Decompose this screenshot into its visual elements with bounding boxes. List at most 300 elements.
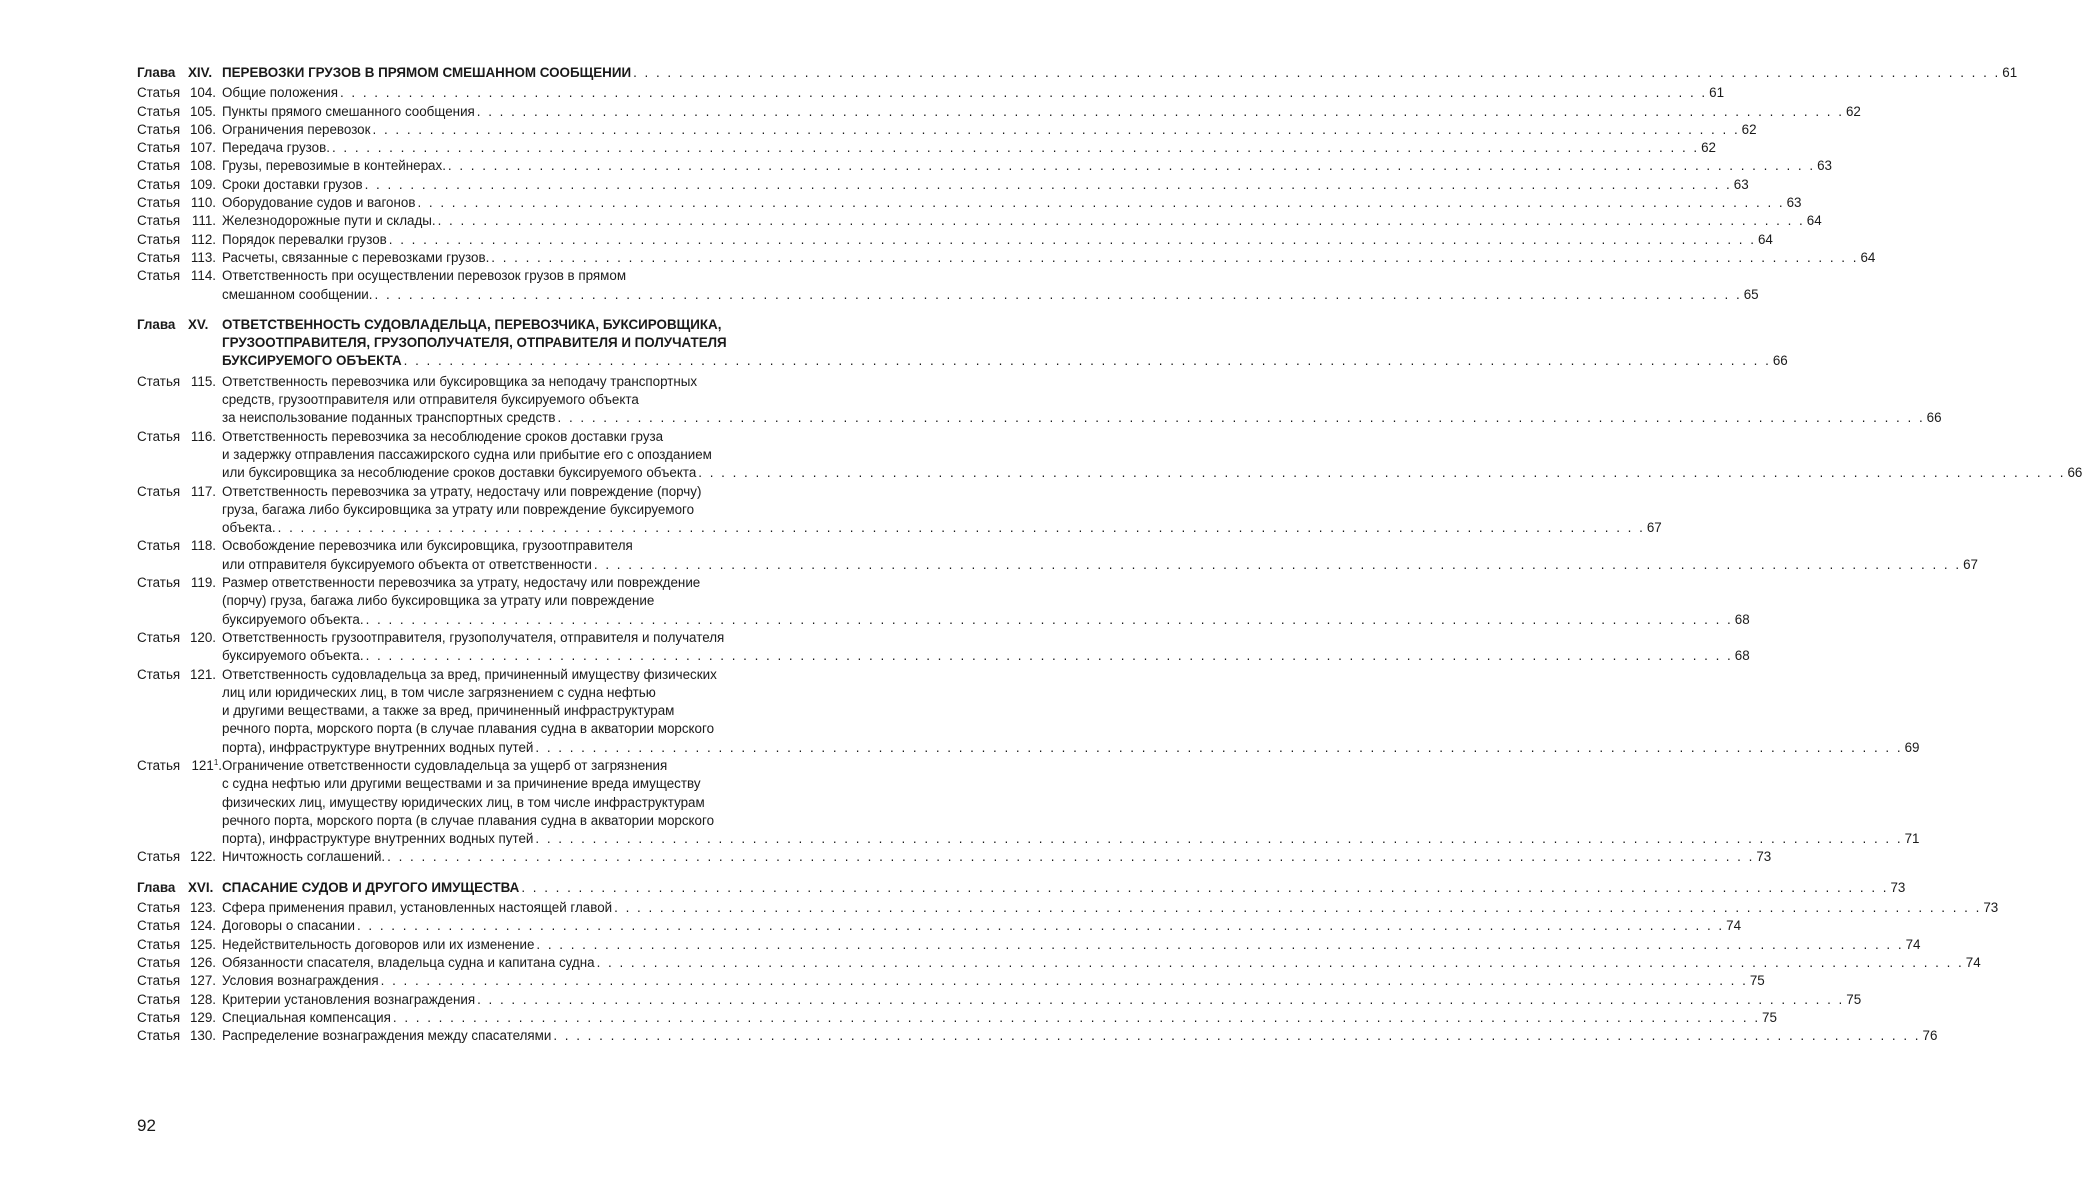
article-label bbox=[137, 121, 216, 139]
article-label bbox=[137, 917, 216, 935]
label-number: 119. bbox=[190, 575, 216, 591]
title-line: и задержку отправления пассажирского судна или прибытие его с опозданием bbox=[222, 446, 712, 462]
label-prefix: Статья bbox=[137, 268, 181, 284]
title-last-line bbox=[222, 739, 1920, 757]
title-line: Сроки доставки грузов bbox=[222, 176, 363, 192]
label-number: 124. bbox=[189, 918, 216, 934]
title-line: или буксировщика за несоблюдение сроков доставки буксируемого объекта bbox=[222, 465, 697, 481]
label-number: XV. bbox=[188, 316, 209, 332]
label-number: XIV. bbox=[188, 65, 213, 80]
label-prefix: Статья bbox=[137, 849, 181, 865]
page-ref: 76 bbox=[1922, 1028, 1938, 1044]
entry-title bbox=[222, 121, 1757, 139]
label-prefix: Статья bbox=[137, 666, 181, 682]
title-last-line bbox=[222, 954, 1981, 972]
label-number: 123. bbox=[189, 900, 216, 916]
title-line: средств, грузоотправителя или отправителя буксируемого объекта bbox=[222, 392, 639, 408]
title-line: Ответственность перевозчика или буксировщика за неподачу транспортных bbox=[222, 373, 698, 389]
label-prefix: Статья bbox=[137, 629, 181, 645]
toc-article bbox=[137, 848, 1772, 866]
dot-leader: . . . . . . . . . . . . . . . . . . . . . . . . . . . . . . . . . . . . . . . . . . . . . . . . . . . . . . . . . . . . . . . . . . . . . . . . . . . . . . . . . . . . . . . . . . . . . . . . . . . . . . . . . . . . . . . . . . . . . . . . bbox=[535, 739, 1903, 755]
label-number: 104. bbox=[189, 85, 216, 101]
label-number: 129. bbox=[189, 1009, 216, 1025]
chapter-label bbox=[137, 316, 208, 334]
title-line: буксируемого объекта. bbox=[222, 648, 364, 664]
toc-article bbox=[137, 991, 1862, 1009]
entry-title bbox=[222, 1027, 1938, 1045]
page-ref: 65 bbox=[1743, 286, 1759, 302]
label-prefix: Глава bbox=[137, 316, 176, 332]
toc-article bbox=[137, 231, 1773, 249]
title-last-line bbox=[222, 286, 1759, 304]
entry-title bbox=[222, 428, 2082, 483]
title-line: или отправителя буксируемого объекта от ответственности bbox=[222, 556, 592, 572]
label-number: 114. bbox=[190, 268, 216, 284]
title-last-line bbox=[222, 647, 1750, 665]
title-line: Общие положения bbox=[222, 85, 338, 101]
toc-chapter bbox=[137, 879, 1906, 897]
label-prefix: Статья bbox=[137, 538, 181, 554]
label-prefix: Статья bbox=[137, 900, 181, 916]
label-prefix: Статья bbox=[137, 918, 181, 934]
title-last-line bbox=[222, 139, 1717, 157]
label-number: 120. bbox=[189, 629, 216, 645]
label-prefix: Глава bbox=[137, 879, 176, 895]
page-ref: 67 bbox=[1963, 556, 1978, 572]
dot-leader: . . . . . . . . . . . . . . . . . . . . . . . . . . . . . . . . . . . . . . . . . . . . . . . . . . . . . . . . . . . . . . . . . . . . . . . . . . . . . . . . . . . . . . . . . . . . . . . . . . . . . . . . . . . . . . . . . . . . . . . . bbox=[331, 140, 1700, 156]
title-line: Освобождение перевозчика или буксировщика, грузоотправителя bbox=[222, 538, 633, 554]
toc-article bbox=[137, 1009, 1777, 1027]
title-line: (порчу) груза, багажа либо буксировщика за утрату или повреждение bbox=[222, 593, 655, 609]
title-line: и другими веществами, а также за вред, причиненный инфраструктурам bbox=[222, 703, 675, 719]
entry-title bbox=[222, 373, 1942, 428]
title-line: Ответственность перевозчика за несоблюдение сроков доставки груза bbox=[222, 428, 664, 444]
page-ref: 68 bbox=[1734, 611, 1750, 627]
title-line: СПАСАНИЕ СУДОВ И ДРУГОГО ИМУЩЕСТВА bbox=[222, 879, 520, 895]
title-last-line bbox=[222, 212, 1822, 230]
label-prefix: Статья bbox=[137, 103, 181, 119]
title-last-line bbox=[222, 194, 1802, 212]
page-ref: 66 bbox=[1772, 353, 1788, 369]
toc-article bbox=[137, 972, 1765, 990]
title-line: Ответственность при осуществлении перевозок грузов в прямом bbox=[222, 268, 627, 284]
label-number: 108. bbox=[189, 158, 216, 174]
toc-article bbox=[137, 84, 1725, 102]
title-line: речного порта, морского порта (в случае плавания судна в акватории морского bbox=[222, 812, 715, 828]
dot-leader: . . . . . . . . . . . . . . . . . . . . . . . . . . . . . . . . . . . . . . . . . . . . . . . . . . . . . . . . . . . . . . . . . . . . . . . . . . . . . . . . . . . . . . . . . . . . . . . . . . . . . . . . . . . . . . . . . . . . . . . . bbox=[553, 1028, 1921, 1044]
page-ref: 67 bbox=[1646, 520, 1662, 536]
title-line: Расчеты, связанные с перевозками грузов. bbox=[222, 249, 490, 265]
title-last-line bbox=[222, 409, 1942, 427]
title-last-line bbox=[222, 917, 1742, 935]
entry-title bbox=[222, 194, 1802, 212]
dot-leader: . . . . . . . . . . . . . . . . . . . . . . . . . . . . . . . . . . . . . . . . . . . . . . . . . . . . . . . . . . . . . . . . . . . . . . . . . . . . . . . . . . . . . . . . . . . . . . . . . . . . . . . . . . . . . . . . . . . . . . . . bbox=[365, 611, 1733, 627]
dot-leader: . . . . . . . . . . . . . . . . . . . . . . . . . . . . . . . . . . . . . . . . . . . . . . . . . . . . . . . . . . . . . . . . . . . . . . . . . . . . . . . . . . . . . . . . . . . . . . . . . . . . . . . . . . . . . . . . . . . . . . . . bbox=[447, 158, 1816, 174]
title-last-line bbox=[222, 611, 1750, 629]
title-last-line bbox=[222, 936, 1921, 954]
title-last-line bbox=[222, 830, 1920, 848]
title-line: ПЕРЕВОЗКИ ГРУЗОВ В ПРЯМОМ СМЕШАННОМ СООБЩЕНИИ bbox=[222, 65, 632, 80]
title-last-line bbox=[222, 157, 1832, 175]
title-line: смешанном сообщении. bbox=[222, 286, 373, 302]
dot-leader: . . . . . . . . . . . . . . . . . . . . . . . . . . . . . . . . . . . . . . . . . . . . . . . . . . . . . . . . . . . . . . . . . . . . . . . . . . . . . . . . . . . . . . . . . . . . . . . . . . . . . . . . . . . . . . . . . . . . . . . . bbox=[392, 1009, 1761, 1025]
toc-chapter bbox=[137, 316, 1788, 371]
entry-title bbox=[222, 1009, 1777, 1027]
toc-article bbox=[137, 757, 1920, 848]
dot-leader: . . . . . . . . . . . . . . . . . . . . . . . . . . . . . . . . . . . . . . . . . . . . . . . . . . . . . . . . . . . . . . . . . . . . . . . . . . . . . . . . . . . . . . . . . . . . . . . . . . . . . . . . . . . . . . . . . . . . . . . . bbox=[491, 249, 1859, 265]
toc-article bbox=[137, 249, 1876, 267]
dot-leader: . . . . . . . . . . . . . . . . . . . . . . . . . . . . . . . . . . . . . . . . . . . . . . . . . . . . . . . . . . . . . . . . . . . . . . . . . . . . . . . . . . . . . . . . . . . . . . . . . . . . . . . . . . . . . . . . . . . . . . . . bbox=[372, 121, 1740, 137]
article-label bbox=[137, 103, 216, 121]
label-prefix: Статья bbox=[137, 1009, 181, 1025]
dot-leader: . . . . . . . . . . . . . . . . . . . . . . . . . . . . . . . . . . . . . . . . . . . . . . . . . . . . . . . . . . . . . . . . . . . . . . . . . . . . . . . . . . . . . . . . . . . . . . . . . . . . . . . . . . . . . . . . . . . . . . . . bbox=[557, 410, 1925, 426]
title-last-line bbox=[222, 64, 2018, 82]
label-prefix: Статья bbox=[137, 158, 181, 174]
title-line: физических лиц, имуществу юридических лиц, в том числе инфраструктурам bbox=[222, 794, 705, 810]
article-label bbox=[137, 936, 216, 954]
article-label bbox=[137, 972, 216, 990]
title-line: порта), инфраструктуре внутренних водных путей bbox=[222, 739, 534, 755]
dot-leader: . . . . . . . . . . . . . . . . . . . . . . . . . . . . . . . . . . . . . . . . . . . . . . . . . . . . . . . . . . . . . . . . . . . . . . . . . . . . . . . . . . . . . . . . . . . . . . . . . . . . . . . . . . . . . . . . . . . . . . . . bbox=[521, 879, 1889, 895]
dot-leader: . . . . . . . . . . . . . . . . . . . . . . . . . . . . . . . . . . . . . . . . . . . . . . . . . . . . . . . . . . . . . . . . . . . . . . . . . . . . . . . . . . . . . . . . . . . . . . . . . . . . . . . . . . . . . . . . . . . . . . . . bbox=[477, 991, 1845, 1007]
dot-leader: . . . . . . . . . . . . . . . . . . . . . . . . . . . . . . . . . . . . . . . . . . . . . . . . . . . . . . . . . . . . . . . . . . . . . . . . . . . . . . . . . . . . . . . . . . . . . . . . . . . . . . . . . . . . . . . . . . . . . . . . bbox=[633, 65, 2001, 80]
entry-title bbox=[222, 316, 1788, 371]
label-prefix: Статья bbox=[137, 483, 181, 499]
label-number: 107. bbox=[189, 140, 216, 156]
title-line: Недействительность договоров или их изменение bbox=[222, 936, 535, 952]
toc-article bbox=[137, 629, 1750, 666]
article-label bbox=[137, 899, 216, 917]
title-last-line bbox=[222, 519, 1662, 537]
dot-leader: . . . . . . . . . . . . . . . . . . . . . . . . . . . . . . . . . . . . . . . . . . . . . . . . . . . . . . . . . . . . . . . . . . . . . . . . . . . . . . . . . . . . . . . . . . . . . . . . . . . . . . . . . . . . . . . . . . . . . . . . bbox=[417, 195, 1785, 211]
entry-title bbox=[222, 483, 1662, 538]
page-ref: 66 bbox=[2067, 465, 2082, 481]
article-label bbox=[137, 574, 216, 592]
chapter-label bbox=[137, 64, 212, 82]
toc-article bbox=[137, 267, 1759, 304]
article-label bbox=[137, 629, 216, 647]
page-ref: 75 bbox=[1749, 973, 1765, 989]
label-number: 128. bbox=[189, 991, 216, 1007]
page-ref: 73 bbox=[1890, 879, 1906, 895]
article-label bbox=[137, 1009, 216, 1027]
toc-article bbox=[137, 103, 1861, 121]
title-line: Пункты прямого смешанного сообщения bbox=[222, 103, 475, 119]
label-number: 125. bbox=[189, 936, 216, 952]
label-prefix: Статья bbox=[137, 249, 181, 265]
article-label bbox=[137, 267, 216, 285]
label-number-suffix: . bbox=[218, 757, 222, 773]
label-prefix: Статья bbox=[137, 757, 181, 773]
title-line: Оборудование судов и вагонов bbox=[222, 195, 416, 211]
title-line: объекта. bbox=[222, 520, 276, 536]
title-line: Ответственность судовладельца за вред, причиненный имуществу физических bbox=[222, 666, 717, 682]
article-label bbox=[137, 848, 216, 866]
title-line: буксируемого объекта. bbox=[222, 611, 364, 627]
title-line: Ограничение ответственности судовладельца за ущерб от загрязнения bbox=[222, 757, 668, 773]
label-prefix: Статья bbox=[137, 195, 181, 211]
toc-article bbox=[137, 666, 1920, 757]
page-ref: 62 bbox=[1845, 103, 1861, 119]
label-prefix: Глава bbox=[137, 65, 176, 80]
article-label bbox=[137, 194, 216, 212]
article-label bbox=[137, 537, 216, 555]
title-line: Обязанности спасателя, владельца судна и капитана судна bbox=[222, 954, 595, 970]
toc-article bbox=[137, 212, 1822, 230]
toc-article bbox=[137, 428, 2082, 483]
entry-title bbox=[222, 666, 1920, 757]
dot-leader: . . . . . . . . . . . . . . . . . . . . . . . . . . . . . . . . . . . . . . . . . . . . . . . . . . . . . . . . . . . . . . . . . . . . . . . . . . . . . . . . . . . . . . . . . . . . . . . . . . . . . . . . . . . . . . . . . . . . . . . . bbox=[596, 954, 1964, 970]
page-ref: 74 bbox=[1726, 918, 1742, 934]
label-prefix: Статья bbox=[137, 936, 181, 952]
label-number: 130. bbox=[189, 1028, 216, 1044]
page-ref: 75 bbox=[1762, 1009, 1777, 1025]
title-last-line bbox=[222, 972, 1765, 990]
entry-title bbox=[222, 917, 1742, 935]
page-ref: 64 bbox=[1757, 231, 1773, 247]
toc-article bbox=[137, 483, 1662, 538]
toc-article bbox=[137, 373, 1942, 428]
title-line: лиц или юридических лиц, в том числе загрязнением с судна нефтью bbox=[222, 684, 656, 700]
dot-leader: . . . . . . . . . . . . . . . . . . . . . . . . . . . . . . . . . . . . . . . . . . . . . . . . . . . . . . . . . . . . . . . . . . . . . . . . . . . . . . . . . . . . . . . . . . . . . . . . . . . . . . . . . . . . . . . . . . . . . . . . bbox=[698, 465, 2066, 481]
toc-article bbox=[137, 574, 1750, 629]
page-ref: 71 bbox=[1904, 831, 1920, 847]
title-last-line bbox=[222, 879, 1906, 897]
title-last-line bbox=[222, 121, 1757, 139]
label-number bbox=[188, 757, 222, 775]
entry-title bbox=[222, 991, 1862, 1009]
article-label bbox=[137, 428, 216, 446]
title-line: Критерии установления вознаграждения bbox=[222, 991, 476, 1007]
label-number: 115. bbox=[190, 373, 216, 389]
label-number: 112. bbox=[190, 231, 216, 247]
label-prefix: Статья bbox=[137, 176, 181, 192]
entry-title bbox=[222, 899, 1999, 917]
title-line: за неиспользование поданных транспортных средств bbox=[222, 410, 556, 426]
toc-article bbox=[137, 121, 1757, 139]
title-line: Условия вознаграждения bbox=[222, 973, 379, 989]
title-line: Порядок перевалки грузов bbox=[222, 231, 387, 247]
article-label bbox=[137, 757, 222, 775]
dot-leader: . . . . . . . . . . . . . . . . . . . . . . . . . . . . . . . . . . . . . . . . . . . . . . . . . . . . . . . . . . . . . . . . . . . . . . . . . . . . . . . . . . . . . . . . . . . . . . . . . . . . . . . . . . . . . . . . . . . . . . . . bbox=[593, 556, 1962, 572]
label-prefix: Статья bbox=[137, 973, 181, 989]
label-prefix: Статья bbox=[137, 85, 181, 101]
article-label bbox=[137, 212, 216, 230]
title-line: порта), инфраструктуре внутренних водных путей bbox=[222, 831, 534, 847]
page-ref: 62 bbox=[1701, 140, 1717, 156]
page-ref: 74 bbox=[1965, 954, 1981, 970]
article-label bbox=[137, 139, 216, 157]
entry-title bbox=[222, 629, 1750, 666]
page-ref: 74 bbox=[1905, 936, 1921, 952]
dot-leader: . . . . . . . . . . . . . . . . . . . . . . . . . . . . . . . . . . . . . . . . . . . . . . . . . . . . . . . . . . . . . . . . . . . . . . . . . . . . . . . . . . . . . . . . . . . . . . . . . . . . . . . . . . . . . . . . . . . . . . . . bbox=[387, 849, 1755, 865]
label-number: 111. bbox=[191, 213, 216, 229]
toc-article bbox=[137, 917, 1742, 935]
entry-title bbox=[222, 954, 1981, 972]
title-line: Ответственность перевозчика за утрату, недостачу или повреждение (порчу) bbox=[222, 483, 702, 499]
dot-leader: . . . . . . . . . . . . . . . . . . . . . . . . . . . . . . . . . . . . . . . . . . . . . . . . . . . . . . . . . . . . . . . . . . . . . . . . . . . . . . . . . . . . . . . . . . . . . . . . . . . . . . . . . . . . . . . . . . . . . . . . bbox=[364, 176, 1732, 192]
article-label bbox=[137, 176, 216, 194]
label-number: 105. bbox=[189, 103, 216, 119]
dot-leader: . . . . . . . . . . . . . . . . . . . . . . . . . . . . . . . . . . . . . . . . . . . . . . . . . . . . . . . . . . . . . . . . . . . . . . . . . . . . . . . . . . . . . . . . . . . . . . . . . . . . . . . . . . . . . . . . . . . . . . . . bbox=[365, 648, 1733, 664]
article-label bbox=[137, 231, 216, 249]
title-last-line bbox=[222, 1009, 1777, 1027]
entry-title bbox=[222, 249, 1876, 267]
title-line: Договоры о спасании bbox=[222, 918, 355, 934]
label-prefix: Статья bbox=[137, 575, 181, 591]
entry-title bbox=[222, 176, 1749, 194]
title-line: Ограничения перевозок bbox=[222, 121, 371, 137]
title-line: БУКСИРУЕМОГО ОБЪЕКТА bbox=[222, 353, 402, 369]
page-ref: 66 bbox=[1926, 410, 1942, 426]
title-last-line bbox=[222, 1027, 1938, 1045]
entry-title bbox=[222, 84, 1725, 102]
dot-leader: . . . . . . . . . . . . . . . . . . . . . . . . . . . . . . . . . . . . . . . . . . . . . . . . . . . . . . . . . . . . . . . . . . . . . . . . . . . . . . . . . . . . . . . . . . . . . . . . . . . . . . . . . . . . . . . . . . . . . . . . bbox=[277, 520, 1645, 536]
entry-title bbox=[222, 757, 1920, 848]
label-prefix: Статья bbox=[137, 121, 181, 137]
title-line: ГРУЗООТПРАВИТЕЛЯ, ГРУЗОПОЛУЧАТЕЛЯ, ОТПРАВИТЕЛЯ И ПОЛУЧАТЕЛЯ bbox=[222, 335, 727, 351]
label-number: 117. bbox=[190, 483, 216, 499]
dot-leader: . . . . . . . . . . . . . . . . . . . . . . . . . . . . . . . . . . . . . . . . . . . . . . . . . . . . . . . . . . . . . . . . . . . . . . . . . . . . . . . . . . . . . . . . . . . . . . . . . . . . . . . . . . . . . . . . . . . . . . . . bbox=[388, 231, 1756, 247]
page-number: 92 bbox=[137, 1116, 156, 1135]
label-number: XVI. bbox=[188, 879, 214, 895]
label-prefix: Статья bbox=[137, 1028, 181, 1044]
entry-title bbox=[222, 936, 1921, 954]
title-line: ОТВЕТСТВЕННОСТЬ СУДОВЛАДЕЛЬЦА, ПЕРЕВОЗЧИКА, БУКСИРОВЩИКА, bbox=[222, 316, 722, 332]
article-label bbox=[137, 249, 216, 267]
label-number: 126. bbox=[189, 954, 216, 970]
label-number: 110. bbox=[190, 195, 216, 211]
label-prefix: Статья bbox=[137, 213, 181, 229]
title-line: речного порта, морского порта (в случае плавания судна в акватории морского bbox=[222, 721, 715, 737]
toc-article bbox=[137, 139, 1717, 157]
entry-title bbox=[222, 157, 1832, 175]
page-ref: 73 bbox=[1983, 900, 1999, 916]
toc-article bbox=[137, 954, 1981, 972]
entry-title bbox=[222, 537, 1978, 574]
title-line: груза, багажа либо буксировщика за утрату или повреждение буксируемого bbox=[222, 501, 695, 517]
dot-leader: . . . . . . . . . . . . . . . . . . . . . . . . . . . . . . . . . . . . . . . . . . . . . . . . . . . . . . . . . . . . . . . . . . . . . . . . . . . . . . . . . . . . . . . . . . . . . . . . . . . . . . . . . . . . . . . . . . . . . . . . bbox=[339, 85, 1708, 101]
article-label bbox=[137, 991, 216, 1009]
title-line: Размер ответственности перевозчика за утрату, недостачу или повреждение bbox=[222, 575, 701, 591]
page-ref: 62 bbox=[1741, 121, 1757, 137]
dot-leader: . . . . . . . . . . . . . . . . . . . . . . . . . . . . . . . . . . . . . . . . . . . . . . . . . . . . . . . . . . . . . . . . . . . . . . . . . . . . . . . . . . . . . . . . . . . . . . . . . . . . . . . . . . . . . . . . . . . . . . . . bbox=[535, 831, 1903, 847]
dot-leader: . . . . . . . . . . . . . . . . . . . . . . . . . . . . . . . . . . . . . . . . . . . . . . . . . . . . . . . . . . . . . . . . . . . . . . . . . . . . . . . . . . . . . . . . . . . . . . . . . . . . . . . . . . . . . . . . . . . . . . . . bbox=[356, 918, 1725, 934]
label-prefix: Статья bbox=[137, 373, 181, 389]
entry-title bbox=[222, 212, 1822, 230]
label-number: 121. bbox=[189, 666, 216, 682]
title-last-line bbox=[222, 899, 1999, 917]
dot-leader: . . . . . . . . . . . . . . . . . . . . . . . . . . . . . . . . . . . . . . . . . . . . . . . . . . . . . . . . . . . . . . . . . . . . . . . . . . . . . . . . . . . . . . . . . . . . . . . . . . . . . . . . . . . . . . . . . . . . . . . . bbox=[380, 973, 1748, 989]
toc-article bbox=[137, 936, 1921, 954]
article-label bbox=[137, 1027, 216, 1045]
entry-title bbox=[222, 574, 1750, 629]
label-number-base: 121 bbox=[191, 757, 214, 773]
title-last-line bbox=[222, 848, 1772, 866]
page-ref: 63 bbox=[1786, 195, 1802, 211]
title-last-line bbox=[222, 84, 1725, 102]
entry-title bbox=[222, 267, 1759, 304]
dot-leader: . . . . . . . . . . . . . . . . . . . . . . . . . . . . . . . . . . . . . . . . . . . . . . . . . . . . . . . . . . . . . . . . . . . . . . . . . . . . . . . . . . . . . . . . . . . . . . . . . . . . . . . . . . . . . . . . . . . . . . . . bbox=[374, 286, 1742, 302]
entry-title bbox=[222, 231, 1773, 249]
title-line: Ответственность грузоотправителя, грузополучателя, отправителя и получателя bbox=[222, 629, 725, 645]
entry-title bbox=[222, 972, 1765, 990]
title-last-line bbox=[222, 991, 1862, 1009]
label-number: 113. bbox=[190, 249, 216, 265]
label-prefix: Статья bbox=[137, 140, 181, 156]
label-number: 127. bbox=[189, 973, 216, 989]
dot-leader: . . . . . . . . . . . . . . . . . . . . . . . . . . . . . . . . . . . . . . . . . . . . . . . . . . . . . . . . . . . . . . . . . . . . . . . . . . . . . . . . . . . . . . . . . . . . . . . . . . . . . . . . . . . . . . . . . . . . . . . . bbox=[403, 353, 1771, 369]
page-ref: 64 bbox=[1860, 249, 1876, 265]
title-last-line bbox=[222, 464, 2082, 482]
title-line: Передача грузов. bbox=[222, 140, 330, 156]
label-number: 109. bbox=[189, 176, 216, 192]
title-line: с судна нефтью или другими веществами и за причинение вреда имуществу bbox=[222, 776, 701, 792]
title-line: Сфера применения правил, установленных настоящей главой bbox=[222, 900, 613, 916]
title-line: Специальная компенсация bbox=[222, 1009, 391, 1025]
article-label bbox=[137, 373, 216, 391]
title-line: Железнодорожные пути и склады. bbox=[222, 213, 436, 229]
toc-article bbox=[137, 157, 1832, 175]
title-last-line bbox=[222, 249, 1876, 267]
article-label bbox=[137, 483, 216, 501]
article-label bbox=[137, 157, 216, 175]
page-ref: 63 bbox=[1733, 176, 1749, 192]
toc-article bbox=[137, 176, 1749, 194]
toc-article bbox=[137, 537, 1978, 574]
entry-title bbox=[222, 139, 1717, 157]
page-ref: 61 bbox=[2002, 65, 2018, 80]
label-prefix: Статья bbox=[137, 231, 181, 247]
page-ref: 63 bbox=[1817, 158, 1832, 174]
title-last-line bbox=[222, 556, 1978, 574]
table-of-contents bbox=[137, 64, 2082, 1045]
label-number: 118. bbox=[190, 538, 216, 554]
label-number: 116. bbox=[190, 428, 216, 444]
label-number: 122. bbox=[189, 849, 216, 865]
title-last-line bbox=[222, 176, 1749, 194]
title-last-line bbox=[222, 352, 1788, 370]
dot-leader: . . . . . . . . . . . . . . . . . . . . . . . . . . . . . . . . . . . . . . . . . . . . . . . . . . . . . . . . . . . . . . . . . . . . . . . . . . . . . . . . . . . . . . . . . . . . . . . . . . . . . . . . . . . . . . . . . . . . . . . . bbox=[614, 900, 1982, 916]
dot-leader: . . . . . . . . . . . . . . . . . . . . . . . . . . . . . . . . . . . . . . . . . . . . . . . . . . . . . . . . . . . . . . . . . . . . . . . . . . . . . . . . . . . . . . . . . . . . . . . . . . . . . . . . . . . . . . . . . . . . . . . . bbox=[536, 936, 1904, 952]
entry-title bbox=[222, 103, 1861, 121]
article-label bbox=[137, 954, 216, 972]
entry-title bbox=[222, 64, 2018, 82]
title-last-line bbox=[222, 103, 1861, 121]
entry-title bbox=[222, 879, 1906, 897]
label-number-superscript: 1 bbox=[213, 757, 219, 767]
toc-article bbox=[137, 899, 1999, 917]
article-label bbox=[137, 84, 216, 102]
article-label bbox=[137, 666, 216, 684]
entry-title bbox=[222, 848, 1772, 866]
page-ref: 61 bbox=[1709, 85, 1725, 101]
toc-article bbox=[137, 1027, 1938, 1045]
title-line: Ничтожность соглашений. bbox=[222, 849, 386, 865]
toc-chapter bbox=[137, 64, 2018, 82]
title-line: Распределение вознаграждения между спасателями bbox=[222, 1028, 552, 1044]
dot-leader: . . . . . . . . . . . . . . . . . . . . . . . . . . . . . . . . . . . . . . . . . . . . . . . . . . . . . . . . . . . . . . . . . . . . . . . . . . . . . . . . . . . . . . . . . . . . . . . . . . . . . . . . . . . . . . . . . . . . . . . . bbox=[437, 213, 1805, 229]
chapter-label bbox=[137, 879, 213, 897]
label-prefix: Статья bbox=[137, 954, 181, 970]
page-ref: 73 bbox=[1756, 849, 1772, 865]
title-last-line bbox=[222, 231, 1773, 249]
title-line: Грузы, перевозимые в контейнерах. bbox=[222, 158, 446, 174]
label-prefix: Статья bbox=[137, 991, 181, 1007]
page-ref: 64 bbox=[1806, 213, 1822, 229]
label-number: 106. bbox=[189, 121, 216, 137]
label-prefix: Статья bbox=[137, 428, 181, 444]
